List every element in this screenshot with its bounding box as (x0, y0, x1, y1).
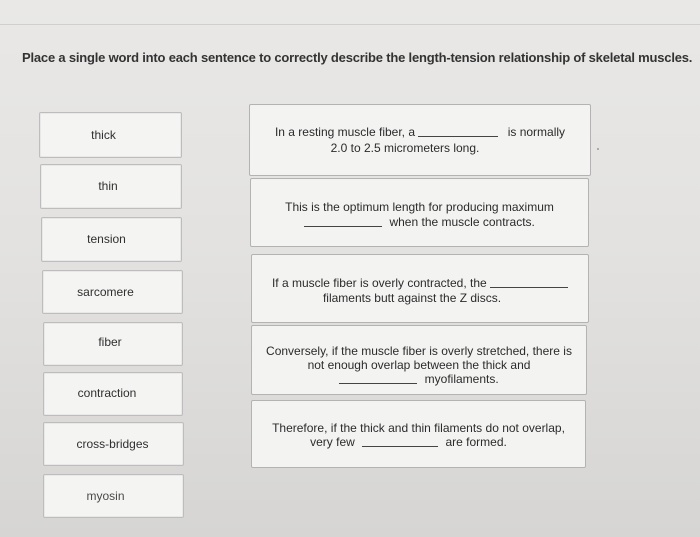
sentence-text: In a resting muscle fiber, a (274, 125, 416, 139)
sentence-box-2 (250, 178, 589, 247)
sentence-text: This is the optimum length for producing maximum (285, 200, 554, 214)
word-tile-myosin[interactable] (43, 474, 184, 518)
sentence-box-1 (249, 104, 591, 176)
word-label: sarcomere (77, 285, 134, 299)
word-tile-sarcomere[interactable] (42, 270, 183, 314)
word-label: myosin (86, 489, 125, 503)
sentence-text: when the muscle contracts. (389, 215, 535, 229)
word-label: tension (87, 232, 126, 246)
sentence-box-5 (251, 400, 586, 468)
sentence-line (220, 141, 590, 155)
drop-blank[interactable] (418, 126, 498, 137)
word-label: fiber (98, 335, 122, 349)
sentence-text: myofilaments. (424, 372, 499, 386)
sentence-line (252, 276, 588, 290)
word-tile-thick[interactable] (39, 112, 182, 158)
word-tile-cross-bridges[interactable] (43, 422, 184, 466)
word-tile-fiber[interactable] (43, 322, 183, 366)
sentence-text: Conversely, if the muscle fiber is overly stretched, there is (266, 344, 572, 358)
top-divider (0, 24, 700, 25)
word-label: thick (91, 128, 116, 142)
drop-blank[interactable] (304, 216, 382, 227)
word-tile-tension[interactable] (41, 217, 182, 262)
sentence-line (252, 372, 586, 386)
sentence-text: is normally (507, 125, 566, 139)
sentence-line (252, 358, 586, 372)
word-tile-contraction[interactable] (43, 372, 183, 416)
sentence-box-4 (251, 325, 587, 395)
sentence-text: very few (310, 435, 355, 449)
word-tile-thin[interactable] (40, 164, 182, 209)
sentence-line (252, 344, 586, 358)
drop-blank[interactable] (362, 436, 438, 447)
sentence-text: are formed. (445, 435, 507, 449)
sentence-box-3 (251, 254, 589, 323)
drop-blank[interactable] (490, 277, 568, 288)
word-label: contraction (77, 386, 137, 400)
sentence-text: 2.0 to 2.5 micrometers long. (330, 141, 480, 155)
sentence-text: Therefore, if the thick and thin filaments do not overlap, (272, 421, 565, 435)
sentence-line (236, 291, 588, 305)
word-label: cross-bridges (76, 437, 149, 451)
question-instructions: Place a single word into each sentence to correctly describe the length-tension relationship of skeletal muscles. (22, 50, 693, 65)
sentence-line (250, 125, 590, 139)
decorative-dot (597, 148, 599, 150)
sentence-line (252, 421, 585, 435)
sentence-line (232, 435, 585, 449)
sentence-line (251, 200, 588, 214)
drop-blank[interactable] (339, 373, 417, 384)
sentence-text: not enough overlap between the thick and (307, 358, 531, 372)
sentence-line (251, 215, 588, 229)
word-label: thin (98, 179, 118, 193)
sentence-text: If a muscle fiber is overly contracted, the (271, 276, 487, 290)
sentence-text: filaments butt against the Z discs. (322, 291, 502, 305)
